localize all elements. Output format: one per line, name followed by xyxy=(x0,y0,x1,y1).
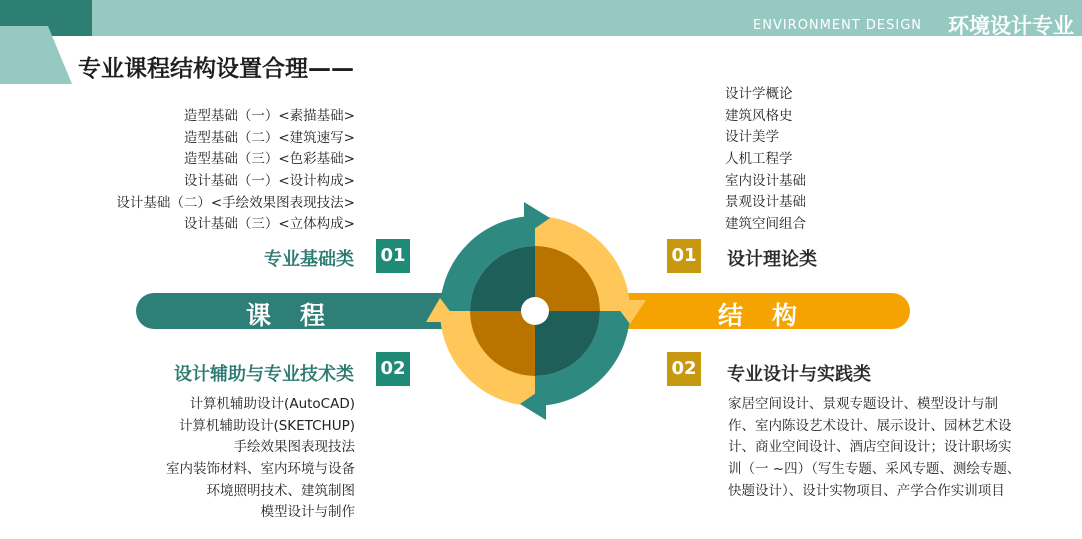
category-title-foundation: 专业基础类 xyxy=(264,249,354,270)
list-item: 手绘效果图表现技法 xyxy=(233,439,355,456)
foundation-course-list xyxy=(116,106,355,236)
category-number-badge: 02 xyxy=(667,352,701,386)
category-number-badge: 01 xyxy=(667,239,701,273)
list-item: 环境照明技术、建筑制图 xyxy=(206,482,355,499)
list-item: 设计美学 xyxy=(725,129,779,146)
course-bar-label: 课 程 xyxy=(246,301,328,330)
list-item: 造型基础（一）<素描基础> xyxy=(183,108,355,124)
category-number-badge: 02 xyxy=(376,352,410,386)
corner-tab-decoration xyxy=(0,26,72,84)
list-item: 室内装饰材料、室内环境与设备 xyxy=(166,461,355,478)
list-item: 计算机辅助设计(AutoCAD) xyxy=(189,396,355,412)
center-dot xyxy=(521,297,549,325)
list-item: 模型设计与制作 xyxy=(260,504,355,521)
list-item: 设计基础（二）<手绘效果图表现技法> xyxy=(116,194,355,211)
list-item: 设计基础（一）<设计构成> xyxy=(183,173,355,190)
list-item: 人机工程学 xyxy=(725,151,793,168)
list-item: 建筑空间组合 xyxy=(725,216,806,233)
category-number-badge: 01 xyxy=(376,239,410,273)
category-title-practice: 专业设计与实践类 xyxy=(727,364,871,385)
theory-course-list xyxy=(725,84,806,236)
category-title-theory: 设计理论类 xyxy=(727,249,817,270)
header-chinese-title: 环境设计专业 xyxy=(948,14,1074,38)
structure-bar-label: 结 构 xyxy=(718,301,800,330)
category-title-technical: 设计辅助与专业技术类 xyxy=(174,364,354,385)
list-item: 设计基础（三）<立体构成> xyxy=(183,216,355,233)
list-item: 计算机辅助设计(SKETCHUP) xyxy=(178,417,355,434)
page-title: 专业课程结构设置合理—— xyxy=(78,56,354,82)
list-item: 设计学概论 xyxy=(725,86,793,102)
header-english-title: ENVIRONMENT DESIGN xyxy=(753,18,922,33)
list-item: 造型基础（三）<色彩基础> xyxy=(183,151,355,168)
practice-course-paragraph: 家居空间设计、景观专题设计、模型设计与制作、室内陈设艺术设计、展示设计、园林艺术设计、商业空间设计、酒店空间设计；设计职场实训（一 ~四）（写生专题、采风专题、测绘专题、快题设计）、设计实物项目、产学合作实训项目 xyxy=(728,396,1021,499)
technical-course-list xyxy=(166,394,355,524)
list-item: 景观设计基础 xyxy=(725,194,806,211)
list-item: 室内设计基础 xyxy=(725,172,806,189)
cycle-diagram xyxy=(420,196,650,426)
list-item: 建筑风格史 xyxy=(725,107,793,124)
list-item: 造型基础（二）<建筑速写> xyxy=(183,129,355,146)
